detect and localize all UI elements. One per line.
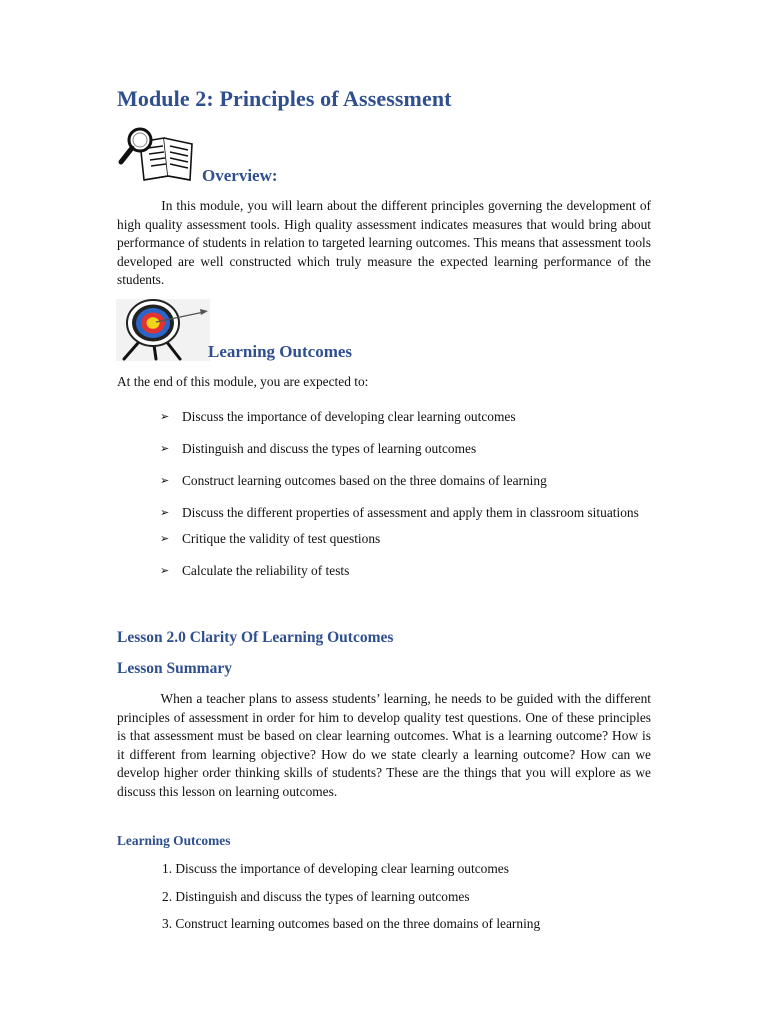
lesson-title: Lesson 2.0 Clarity Of Learning Outcomes xyxy=(117,629,394,646)
learning-outcomes-heading: Learning Outcomes xyxy=(208,342,353,361)
overview-paragraph: In this module, you will learn about the different principles governing the development of high quality assessment tools. High quality assessment indicates measures that would bring about performance of students in relation to targeted learning outcomes. This means that assessment tools developed are well constructed which truly measure the expected learning performance of the students. xyxy=(117,198,651,287)
overview-heading: Overview: xyxy=(202,166,278,185)
list-item: ➢ Distinguish and discuss the types of learning outcomes xyxy=(160,438,660,460)
list-item: ➢ Calculate the reliability of tests xyxy=(160,560,660,582)
lesson-summary-paragraph: When a teacher plans to assess students’ learning, he needs to be guided with the different principles of assessment in order for him to develop quality test questions. One of these principles is that assessment must be based on clear learning outcomes. What is a learning outcome? How is it different from learning objective? How do we state clearly a learning outcome? How can we develop higher order thinking skills of students? These are the things that you will explore as we discuss this lesson on learning outcomes. xyxy=(117,691,651,799)
learning-outcomes-list xyxy=(160,406,660,582)
list-item: ➢ Discuss the importance of developing clear learning outcomes xyxy=(160,406,660,428)
arrow-bullet-icon: ➢ xyxy=(160,475,170,487)
module-title: Module 2: Principles of Assessment xyxy=(117,86,452,111)
arrow-bullet-icon: ➢ xyxy=(160,411,170,423)
lesson-outcomes-list xyxy=(162,858,540,935)
magnifier-book-icon xyxy=(118,126,198,182)
lesson-outcomes-heading: Learning Outcomes xyxy=(117,833,231,848)
arrow-bullet-icon: ➢ xyxy=(160,565,170,577)
list-item: 2. Distinguish and discuss the types of learning outcomes xyxy=(162,888,470,904)
arrow-bullet-icon: ➢ xyxy=(160,443,170,455)
arrow-bullet-icon: ➢ xyxy=(160,533,170,545)
learning-outcomes-intro: At the end of this module, you are expected to: xyxy=(117,374,369,389)
list-item: ➢ Discuss the different properties of assessment and apply them in classroom situations xyxy=(160,502,660,524)
arrow-bullet-icon: ➢ xyxy=(160,507,170,519)
list-item: 1. Discuss the importance of developing clear learning outcomes xyxy=(162,861,509,876)
list-item: ➢ Construct learning outcomes based on the three domains of learning xyxy=(160,470,660,492)
lesson-summary-heading: Lesson Summary xyxy=(117,660,232,677)
list-item: ➢ Critique the validity of test questions xyxy=(160,528,660,550)
target-arrow-icon xyxy=(116,299,210,361)
list-item: 3. Construct learning outcomes based on the three domains of learning xyxy=(162,916,541,931)
